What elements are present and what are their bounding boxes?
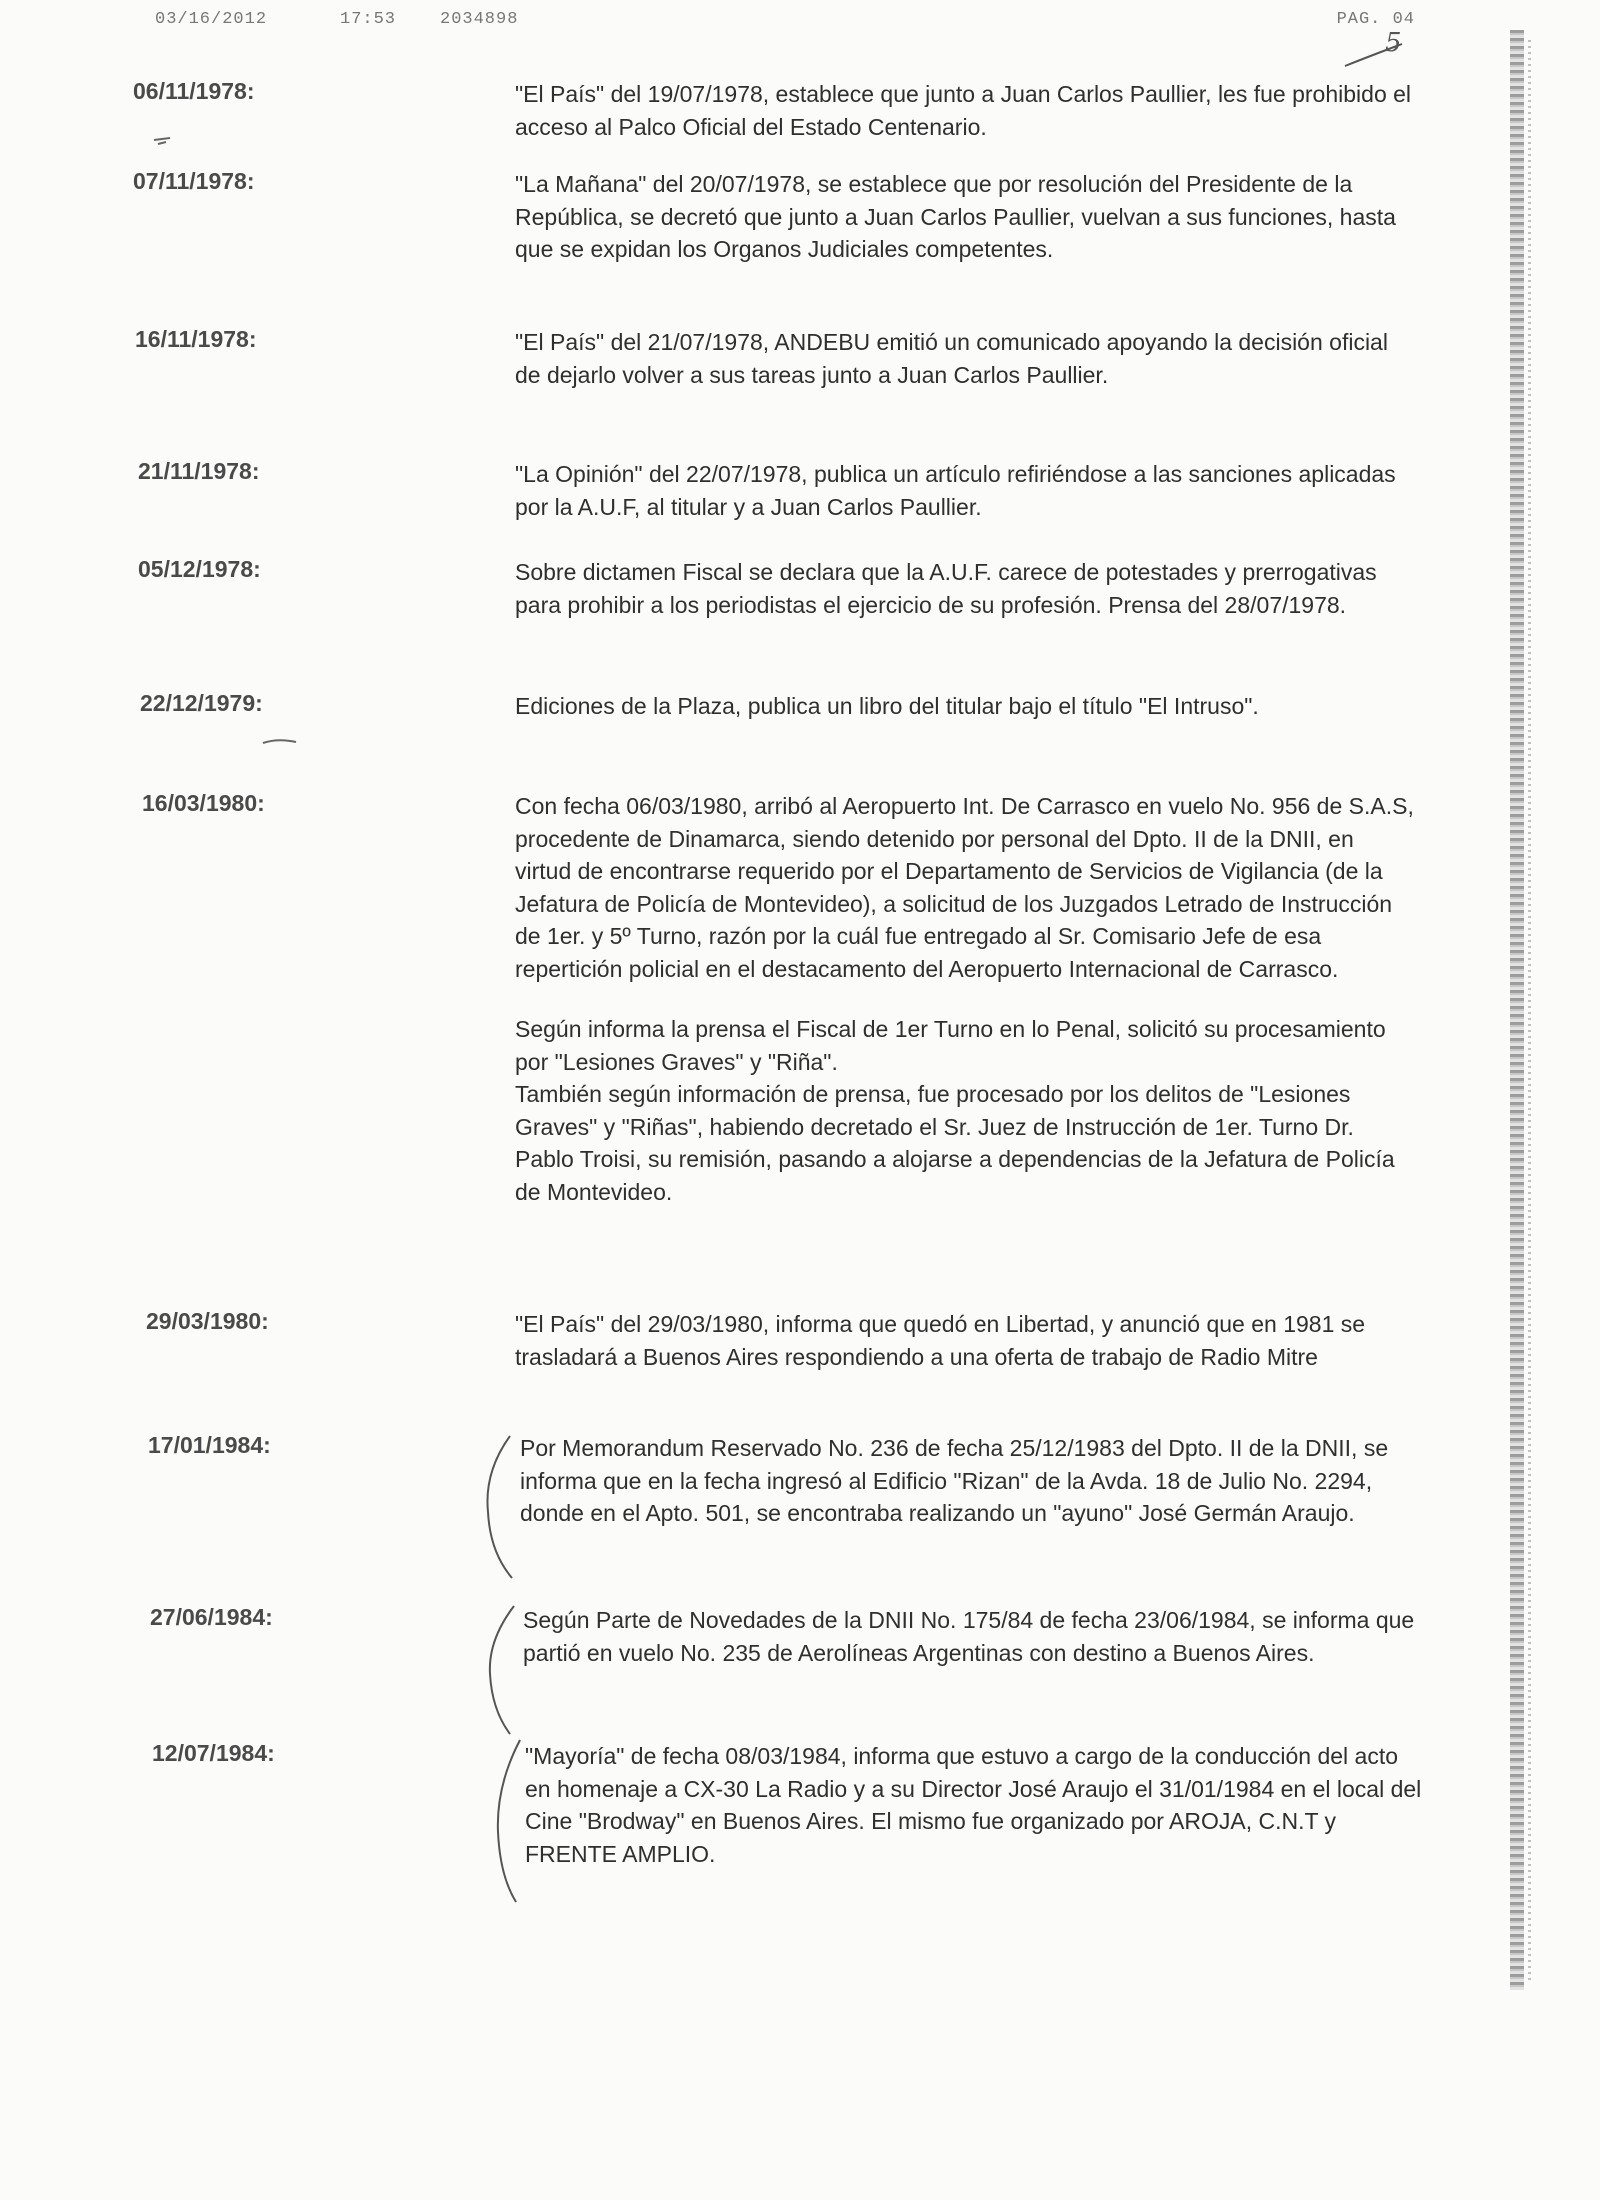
entry-paragraph: Según Parte de Novedades de la DNII No. 175/84 de fecha 23/06/1984, se informa que partió en vuelo No. 235 de Aerolíneas Argentinas con destino a Buenos Aires. <box>523 1607 1415 1666</box>
entry-paragraph: "La Mañana" del 20/07/1978, se establece que por resolución del Presidente de la República, se decretó que junto a Juan Carlos Paullier, vuelvan a sus funciones, hasta que se expidan los Organos Judiciales competentes. <box>515 171 1396 262</box>
entry-paragraph: Ediciones de la Plaza, publica un libro del titular bajo el título "El Intruso". <box>515 693 1259 719</box>
entry-text <box>515 326 1415 391</box>
entry-paragraph: Por Memorandum Reservado No. 236 de fecha 25/12/1983 del Dpto. II de la DNII, se informa que en la fecha ingresó al Edificio "Rizan" de la Avda. 18 de Julio No. 2294, donde en el Apto. 501, se encontraba realizando un "ayuno" José Germán Araujo. <box>520 1435 1389 1526</box>
scan-mark <box>260 735 300 749</box>
entry-text <box>515 556 1415 621</box>
entry-paragraph: También según información de prensa, fue procesado por los delitos de "Lesiones Graves" y "Riñas", habiendo decretado el Sr. Juez de Instrucción de 1er. Turno Dr. Pablo Troisi, su remisión, pasando a alojarse a dependencias de la Jefatura de Policía de Montevideo. <box>515 1081 1395 1205</box>
entry-paragraph: Sobre dictamen Fiscal se declara que la A.U.F. carece de potestades y prerrogativas para prohibir a los periodistas el ejercicio de su profesión. Prensa del 28/07/1978. <box>515 559 1377 618</box>
entry-date: 05/12/1978: <box>138 556 261 582</box>
entry-paragraph: "La Opinión" del 22/07/1978, publica un artículo refiriéndose a las sanciones aplicadas por la A.U.F, al titular y a Juan Carlos Paullier. <box>515 461 1396 520</box>
entry-text <box>523 1604 1423 1669</box>
entry-text <box>515 168 1415 266</box>
entry-text <box>515 1308 1415 1373</box>
entry-text <box>515 690 1415 723</box>
scan-mark <box>150 130 180 150</box>
handwritten-bracket <box>480 1602 520 1738</box>
page-number: PAG. 04 <box>1336 10 1415 29</box>
entry-text <box>515 458 1415 523</box>
entry-text <box>515 790 1415 1208</box>
entry-date: 27/06/1984: <box>150 1604 273 1630</box>
entry-text <box>525 1740 1425 1870</box>
entry-paragraph: Con fecha 06/03/1980, arribó al Aeropuerto Int. De Carrasco en vuelo No. 956 de S.A.S, procedente de Dinamarca, siendo detenido por personal del Dpto. II de la DNII, en virtud de encontrarse requerido por el Departamento de Servicios de Vigilancia (de la Jefatura de Policía de Montevideo), a solicitud de los Juzgados Letrado de Instrucción de 1er. y 5º Turno, razón por la cuál fue entregado al Sr. Comisario Jefe de esa repertición policial en el destacamento del Aeropuerto Internacional de Carrasco. <box>515 793 1414 982</box>
entry-paragraph: Según informa la prensa el Fiscal de 1er Turno en lo Penal, solicitó su procesamiento por "Lesiones Graves" y "Riña". <box>515 1016 1386 1075</box>
entry-date: 29/03/1980: <box>146 1308 269 1334</box>
entry-date: 06/11/1978: <box>133 78 255 104</box>
entry-paragraph: "Mayoría" de fecha 08/03/1984, informa que estuvo a cargo de la conducción del acto en homenaje a CX-30 La Radio y a su Director José Araujo el 31/01/1984 en el local del Cine "Brodway" en Buenos Aires. El mismo fue organizado por AROJA, C.N.T y FRENTE AMPLIO. <box>525 1743 1422 1867</box>
fax-time: 17:53 <box>340 10 397 29</box>
handwritten-page-mark: 5 <box>1385 28 1402 58</box>
entry-date: 07/11/1978: <box>133 168 255 194</box>
entry-paragraph: "El País" del 29/03/1980, informa que quedó en Libertad, y anunció que en 1981 se trasladará a Buenos Aires respondiendo a una oferta de trabajo de Radio Mitre <box>515 1311 1366 1370</box>
fax-doc-id: 2034898 <box>440 10 519 29</box>
entry-date: 22/12/1979: <box>140 690 263 716</box>
entry-text <box>520 1432 1420 1530</box>
entry-date: 16/11/1978: <box>135 326 257 352</box>
entry-date: 12/07/1984: <box>152 1740 275 1766</box>
entry-date: 16/03/1980: <box>142 790 265 816</box>
handwritten-bracket <box>478 1432 518 1582</box>
entry-text <box>515 78 1415 143</box>
fax-date: 03/16/2012 <box>155 10 268 29</box>
entry-paragraph: "El País" del 21/07/1978, ANDEBU emitió un comunicado apoyando la decisión oficial de dejarlo volver a sus tareas junto a Juan Carlos Paullier. <box>515 329 1388 388</box>
entry-date: 17/01/1984: <box>148 1432 271 1458</box>
entry-paragraph: "El País" del 19/07/1978, establece que junto a Juan Carlos Paullier, les fue prohibido el acceso al Palco Oficial del Estado Centenario. <box>515 81 1412 140</box>
handwritten-bracket <box>486 1736 526 1906</box>
entry-date: 21/11/1978: <box>138 458 260 484</box>
